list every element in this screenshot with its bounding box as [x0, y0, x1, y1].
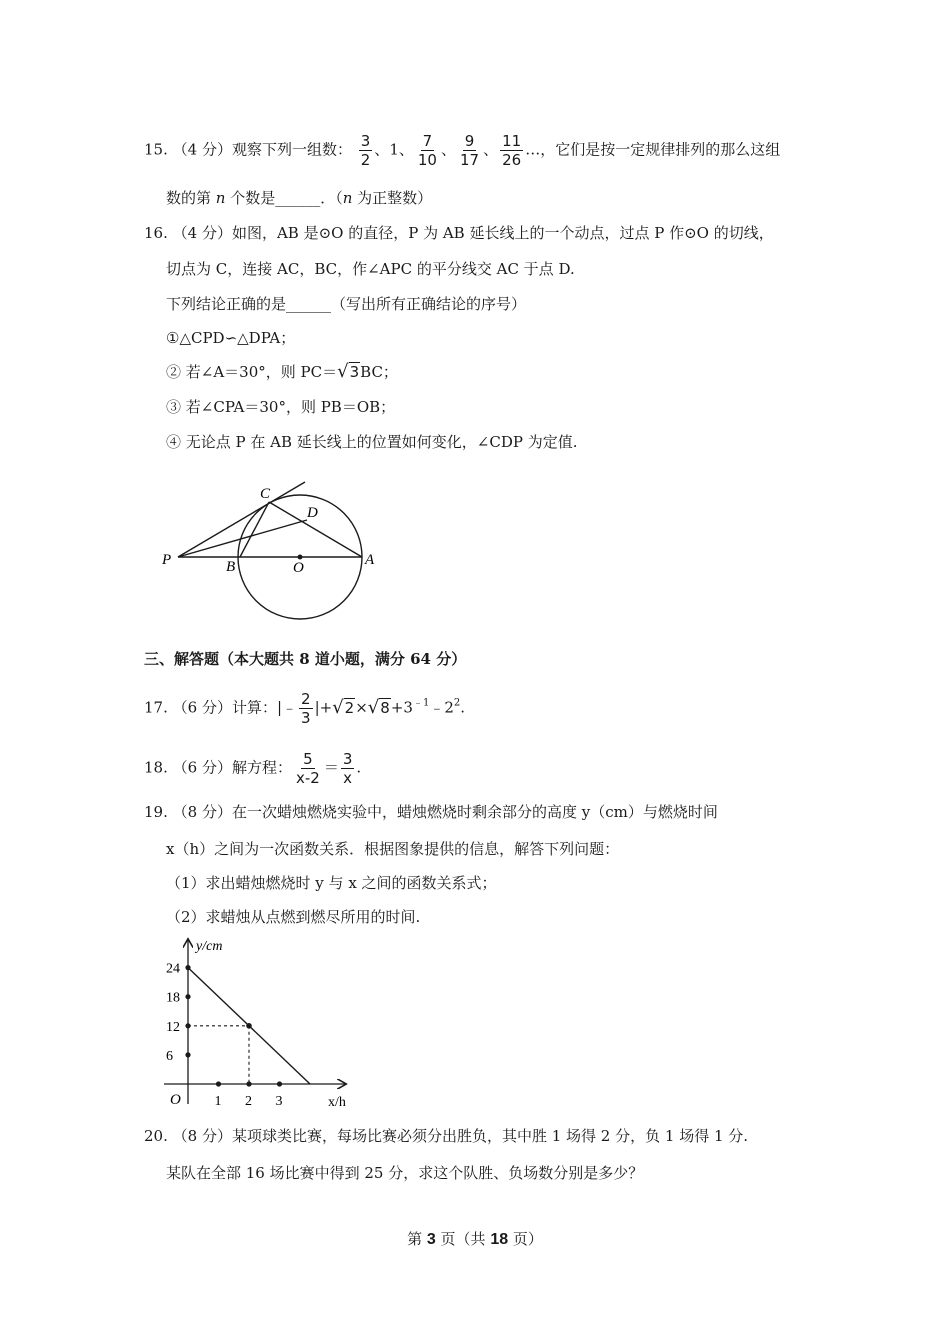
q15-one: 1	[389, 140, 399, 159]
page-number: 3	[426, 1231, 436, 1248]
q20-score: （8 分）	[172, 1127, 232, 1145]
q17-number: 17.	[144, 698, 168, 717]
q15-stem: 观察下列一组数：	[231, 140, 352, 159]
x-tick-label-2: 2	[245, 1094, 252, 1109]
highlight-point	[246, 1023, 252, 1029]
q17-score: （6 分）	[172, 698, 232, 717]
label-o: O	[293, 560, 304, 576]
q15-fraction-4: $\frac{11}{26}$	[502, 132, 522, 169]
page-footer: 第 3 页（共 18 页）	[407, 1230, 543, 1248]
x-axis-point-3	[277, 1081, 282, 1086]
q15-fraction-3: $\frac{9}{17}$	[459, 132, 480, 169]
q16-item-3: ③ 若∠CPA＝30°，则 PB＝OB；	[166, 398, 396, 416]
x-tick-label-3: 3	[275, 1094, 283, 1109]
y-tick-label-24: 24	[166, 961, 180, 977]
q16-score: （4 分）	[172, 224, 232, 242]
q18-line: 18. （6 分）解方程： $\frac{5}{x-2}$ ＝ $\frac{3}{x}$ .	[144, 750, 362, 787]
q15-ellipsis: …	[525, 140, 541, 159]
q18-score: （6 分）	[172, 758, 232, 777]
q19-number: 19.	[144, 803, 168, 821]
y-axis-point-6	[185, 1052, 190, 1057]
y-axis-point-18	[185, 994, 190, 999]
origin-label: O	[170, 1092, 181, 1108]
q19-part-2: （2）求蜡烛从点燃到燃尽所用的时间.	[166, 908, 421, 926]
tangent-pc	[178, 482, 305, 557]
y-tick-label-12: 12	[166, 1019, 180, 1035]
q16-line1	[144, 222, 774, 244]
q15-tail: ，它们是按一定规律排列的那么这组	[540, 140, 781, 159]
q19-line2: x（h）之间为一次函数关系．根据图象提供的信息，解答下列问题：	[166, 840, 620, 858]
q17-fraction: $\frac{2}{3}$	[301, 690, 311, 727]
q20-number: 20.	[144, 1127, 168, 1145]
x-axis-label: x/h	[328, 1095, 346, 1110]
q16-line3: 下列结论正确的是______（写出所有正确结论的序号）	[166, 295, 527, 313]
q19-chart	[150, 932, 360, 1112]
q17-sqrt-8: √8	[367, 696, 390, 718]
x-axis-point-1	[216, 1081, 221, 1086]
y-axis-label: y/cm	[196, 939, 223, 954]
label-c: C	[260, 486, 271, 502]
q16-number: 16.	[144, 224, 168, 242]
q20-line1: 20. （8 分）某项球类比赛，每场比赛必须分出胜负，其中胜 1 场得 2 分，负 1 场得 1 分.	[144, 1127, 749, 1145]
q16-text-1: 如图，AB 是⊙O 的直径，P 为 AB 延长线上的一个动点，过点 P 作⊙O 的切线，	[231, 224, 774, 242]
label-p: P	[162, 552, 172, 568]
q15-number: 15.	[144, 140, 168, 159]
q16-sqrt-3: √3	[337, 361, 360, 382]
q15-line2: 数的第 n 个数是______．（n 为正整数）	[166, 189, 433, 207]
y-tick-label-6: 6	[166, 1048, 173, 1064]
q19-score: （8 分）	[172, 803, 232, 821]
q15-fraction-1: $\frac{3}{2}$	[360, 132, 371, 169]
x-tick-label-1: 1	[214, 1094, 222, 1109]
q16-item-4: ④ 无论点 P 在 AB 延长线上的位置如何变化，∠CDP 为定值.	[166, 433, 578, 451]
y-tick-label-18: 18	[166, 990, 180, 1006]
q15-score: （4 分）	[172, 140, 232, 159]
q15-n: n	[215, 189, 226, 207]
q20-line2: 某队在全部 16 场比赛中得到 25 分，求这个队胜、负场数分别是多少？	[166, 1164, 644, 1182]
label-a: A	[365, 552, 375, 568]
q16-figure	[150, 470, 390, 630]
q17-sqrt-2: √2	[332, 696, 355, 718]
q15-fraction-2: $\frac{7}{10}$	[417, 132, 437, 169]
label-b: B	[226, 559, 236, 575]
q15-line1: 15. （4 分）观察下列一组数： $\frac{3}{2}$ 、1、 $\frac{7}{10}$ 、 $\frac{9}{17}$ 、 $\frac{11}{26}$ …，它们是按一定规律排列的那么这组	[144, 132, 781, 169]
q17-line: 17. （6 分）计算：|﹣ $\frac{2}{3}$ $|+√2\times√8+3^{﹣1}﹣2^2$.	[144, 690, 466, 727]
q19-line1: 19. （8 分）在一次蜡烛燃烧实验中，蜡烛燃烧时剩余部分的高度 y（cm）与燃烧时间	[144, 803, 718, 821]
page-total: 18	[490, 1231, 509, 1248]
q18-lhs-fraction: $\frac{5}{x-2}$	[295, 750, 320, 787]
section-3-title: 三、解答题（本大题共 8 道小题，满分 64 分）	[144, 650, 467, 668]
q18-number: 18.	[144, 758, 168, 777]
q16-line2: 切点为 C，连接 AC，BC，作∠APC 的平分线交 AC 于点 D.	[166, 260, 575, 278]
q18-rhs-fraction: $\frac{3}{x}$	[342, 750, 353, 787]
q16-item-2: ② 若∠A＝30°，则 PC＝√3BC；	[166, 361, 398, 382]
label-d: D	[307, 505, 318, 521]
q19-part-1: （1）求出蜡烛燃烧时 y 与 x 之间的函数关系式；	[166, 874, 497, 892]
q16-item-1: ①△CPD∽△DPA；	[166, 329, 296, 347]
center-dot	[298, 555, 303, 560]
